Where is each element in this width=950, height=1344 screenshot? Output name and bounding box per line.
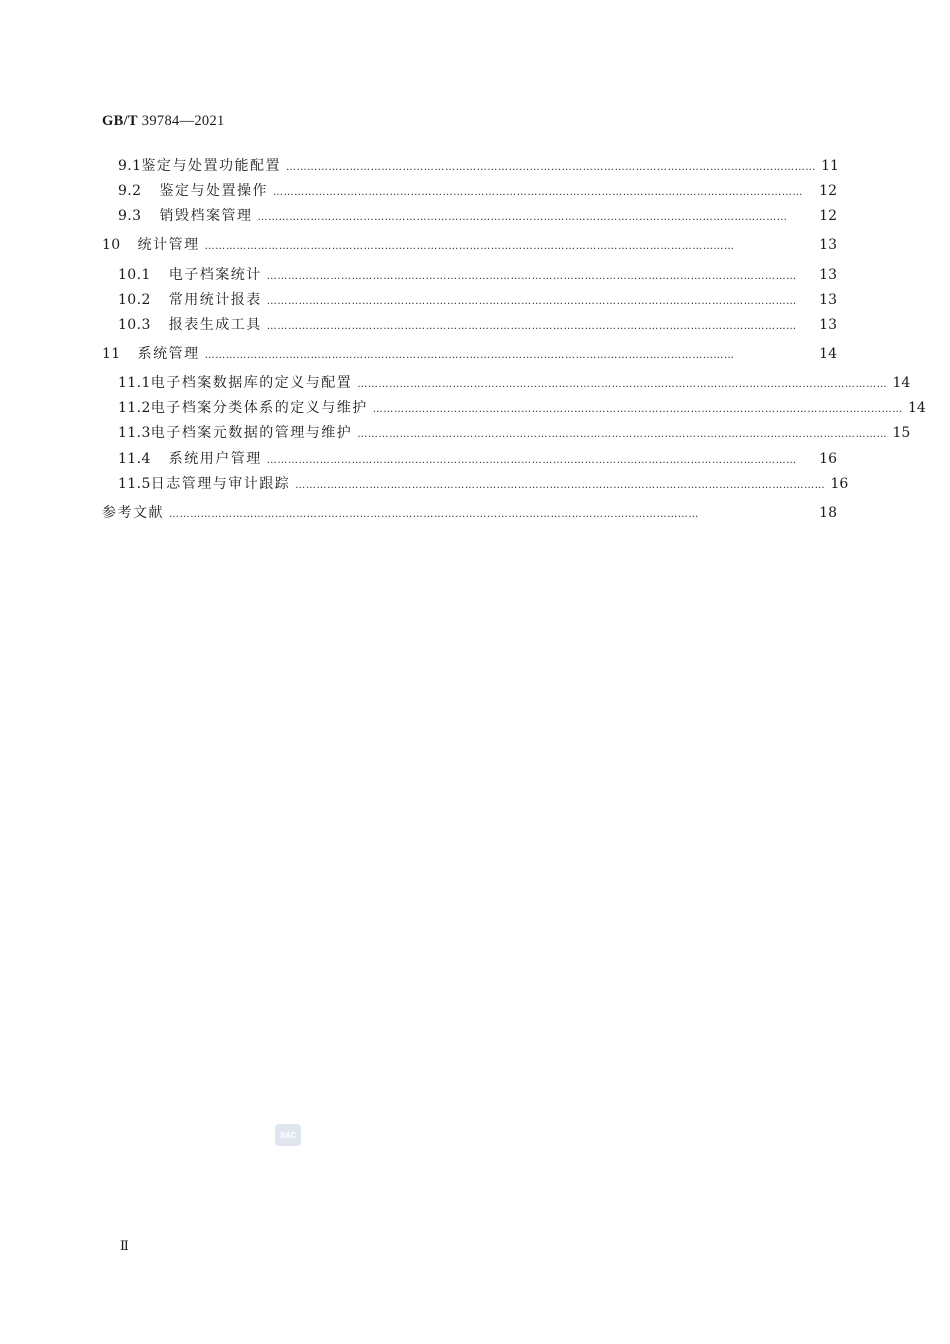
toc-entry[interactable]	[118, 398, 926, 418]
toc-entry-number: 10.1	[118, 267, 151, 283]
toc-leader-dots: ……………………………………………………………………………………………………………………………………	[266, 296, 797, 307]
toc-leader-dots: ……………………………………………………………………………………………………………………………………	[357, 429, 888, 440]
toc-entry[interactable]	[118, 449, 837, 469]
toc-entry[interactable]	[118, 474, 849, 494]
toc-entry-number: 9.1	[118, 158, 142, 174]
toc-entry-number: 9.2	[118, 183, 142, 199]
toc-entry-page: 14	[892, 375, 911, 391]
toc-leader-dots: ……………………………………………………………………………………………………………………………………	[272, 187, 803, 198]
toc-leader-dots: ……………………………………………………………………………………………………………………………………	[372, 404, 903, 415]
toc-entry-number: 10.3	[118, 317, 151, 333]
toc-entry-number: 10.2	[118, 292, 151, 308]
toc-entry-number: 11.3	[118, 425, 151, 441]
toc-entry-page: 13	[819, 237, 837, 253]
toc-leader-dots: ……………………………………………………………………………………………………………………………………	[295, 480, 826, 491]
toc-entry-title: 鉴定与处置功能配置	[141, 158, 281, 174]
toc-leader-dots: ……………………………………………………………………………………………………………………………………	[169, 509, 699, 520]
toc-entry-title: 常用统计报表	[168, 292, 262, 308]
toc-entry-title: 电子档案统计	[168, 267, 262, 283]
toc-entry[interactable]	[102, 235, 837, 255]
toc-entry-page: 11	[821, 158, 839, 174]
toc-entry[interactable]	[118, 290, 837, 310]
toc-leader-dots: ……………………………………………………………………………………………………………………………………	[257, 212, 788, 223]
toc-entry-number: 11.5	[118, 476, 151, 492]
toc-entry-title: 电子档案数据库的定义与配置	[150, 375, 353, 391]
toc-leader-dots: ……………………………………………………………………………………………………………………………………	[266, 455, 797, 466]
toc-leader-dots: ……………………………………………………………………………………………………………………………………	[266, 321, 797, 332]
toc-entry[interactable]	[102, 503, 837, 523]
toc-entry[interactable]	[118, 373, 911, 393]
toc-entry-title: 日志管理与审计跟踪	[150, 476, 291, 492]
toc-leader-dots: ……………………………………………………………………………………………………………………………………	[357, 379, 888, 390]
toc-entry-title: 系统管理	[137, 346, 200, 362]
toc-entry-number: 10	[102, 237, 121, 253]
page-number: Ⅱ	[120, 1238, 129, 1253]
toc-entry-title: 报表生成工具	[168, 317, 262, 333]
toc-entry[interactable]	[118, 156, 837, 176]
toc-entry-page: 13	[819, 317, 837, 333]
toc-entry-title: 销毁档案管理	[159, 208, 253, 224]
toc-entry-page: 16	[830, 476, 849, 492]
toc-entry-page: 18	[819, 505, 837, 521]
toc-entry-number: 11	[102, 346, 121, 362]
toc-entry-number: 11.1	[118, 375, 151, 391]
toc-entry-title: 电子档案分类体系的定义与维护	[150, 400, 368, 416]
toc-entry[interactable]	[118, 315, 837, 335]
toc-entry-number: 11.2	[118, 400, 151, 416]
toc-entry-page: 12	[819, 208, 837, 224]
toc-entry-page: 16	[819, 451, 837, 467]
toc-entry-title: 鉴定与处置操作	[159, 183, 268, 199]
toc-entry-title: 参考文献	[102, 505, 164, 521]
toc-entry-title: 统计管理	[137, 237, 200, 253]
sac-logo-watermark: SAC	[275, 1124, 301, 1146]
toc-entry-title: 电子档案元数据的管理与维护	[150, 425, 353, 441]
standard-number: 39784—2021	[141, 113, 225, 129]
toc-entry-number: 11.4	[118, 451, 151, 467]
toc-entry-page: 13	[819, 267, 837, 283]
toc-entry-page: 14	[819, 346, 837, 362]
toc-entry-page: 15	[892, 425, 911, 441]
toc-entry[interactable]	[118, 206, 837, 226]
toc-entry-page: 13	[819, 292, 837, 308]
toc-entry-page: 14	[907, 400, 926, 416]
toc-leader-dots: ……………………………………………………………………………………………………………………………………	[204, 350, 735, 361]
toc-entry-number: 9.3	[118, 208, 142, 224]
toc-entry-title: 系统用户管理	[168, 451, 262, 467]
toc-entry-page: 12	[819, 183, 837, 199]
standard-prefix: GB/T	[102, 113, 138, 129]
toc-entry[interactable]	[118, 423, 911, 443]
toc-entry[interactable]	[118, 181, 837, 201]
toc-entry[interactable]	[102, 344, 837, 364]
toc-leader-dots: ……………………………………………………………………………………………………………………………………	[285, 162, 816, 173]
toc-entry[interactable]	[118, 265, 837, 285]
standard-header	[102, 113, 225, 130]
toc-leader-dots: ……………………………………………………………………………………………………………………………………	[266, 271, 797, 282]
toc-leader-dots: ……………………………………………………………………………………………………………………………………	[204, 241, 735, 252]
